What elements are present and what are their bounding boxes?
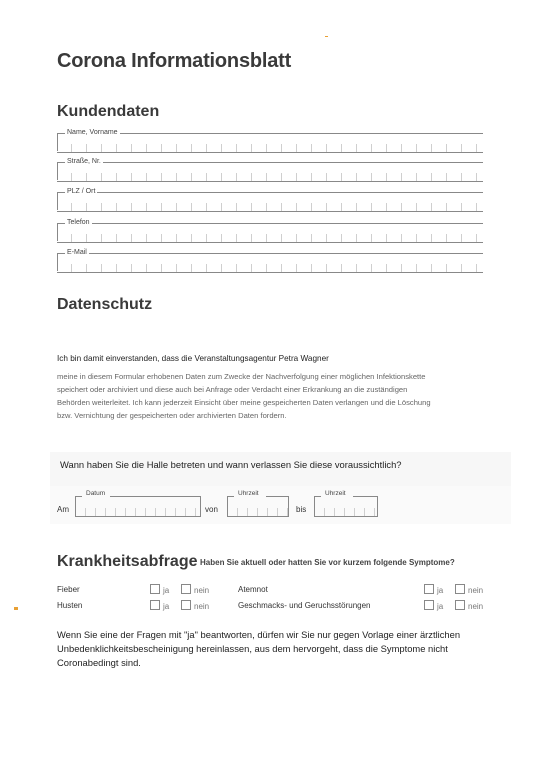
privacy-line: bzw. Vernichtung der gespeicherten oder archivierten Daten fordern. — [57, 411, 287, 420]
cough-no-option[interactable]: nein — [181, 600, 209, 611]
footer-line: Coronabedingt sind. — [57, 657, 141, 668]
section-heading-customer: Kundendaten — [57, 103, 160, 120]
cough-yes-option[interactable]: ja — [150, 600, 169, 611]
exit-time-label: Uhrzeit — [325, 490, 346, 497]
footer-line: Unbedenklichkeitsbescheinigung hereinlassen, aus dem hervorgeht, dass die Symptome nicht — [57, 643, 448, 654]
email-field-label: E-Mail — [67, 249, 87, 256]
date-input[interactable] — [75, 490, 201, 517]
checkbox-icon — [181, 584, 191, 594]
symptom-fever: Fieber — [57, 585, 80, 594]
entry-time-label: Uhrzeit — [238, 490, 259, 497]
checkbox-icon — [424, 600, 434, 610]
footer-note — [57, 628, 507, 670]
date-prefix-label: Am — [57, 505, 69, 514]
privacy-line: speichert oder archiviert und diese auch bei Anfrage oder Verdacht einer Erkrankung an die zuständigen — [57, 385, 408, 394]
checkbox-icon — [455, 600, 465, 610]
city-field-label: PLZ / Ort — [67, 188, 96, 195]
visit-question: Wann haben Sie die Halle betreten und wann verlassen Sie diese voraussichtlich? — [60, 459, 402, 470]
fever-yes-option[interactable]: ja — [150, 584, 169, 595]
symptoms-question: Haben Sie aktuell oder hatten Sie vor kurzem folgende Symptome? — [200, 558, 455, 567]
street-field-label: Straße, Nr. — [67, 158, 101, 165]
breathlessness-no-option[interactable]: nein — [455, 584, 483, 595]
checkbox-icon — [455, 584, 465, 594]
symptom-cough: Husten — [57, 601, 83, 610]
accent-mark-top — [325, 36, 328, 37]
entry-time-input[interactable] — [227, 490, 289, 517]
name-field-label: Name, Vorname — [67, 129, 118, 136]
name-field[interactable] — [57, 129, 483, 158]
checkbox-icon — [424, 584, 434, 594]
exit-time-input[interactable] — [314, 490, 378, 517]
phone-field-label: Telefon — [67, 219, 90, 226]
section-heading-privacy: Datenschutz — [57, 296, 153, 313]
privacy-line: Behörden weiterleitet. Ich kann jederzeit Einsicht über meine gespeicherten Daten verlangen und die Löschung — [57, 398, 431, 407]
email-field[interactable] — [57, 249, 483, 278]
privacy-line: meine in diesem Formular erhobenen Daten zum Zwecke der Nachverfolgung einer möglichen Infektionskette — [57, 372, 426, 381]
taste-smell-no-option[interactable]: nein — [455, 600, 483, 611]
section-heading-symptoms: Krankheitsabfrage — [57, 553, 198, 570]
privacy-lead-text: Ich bin damit einverstanden, dass die Veranstaltungsagentur Petra Wagner — [57, 354, 329, 363]
page-title: Corona Informationsblatt — [57, 50, 292, 72]
breathlessness-yes-option[interactable]: ja — [424, 584, 443, 595]
checkbox-icon — [150, 600, 160, 610]
accent-mark-left — [14, 607, 18, 610]
street-field[interactable] — [57, 158, 483, 187]
date-input-label: Datum — [86, 490, 106, 497]
checkbox-icon — [181, 600, 191, 610]
symptom-breathlessness: Atemnot — [238, 585, 268, 594]
footer-line: Wenn Sie eine der Fragen mit "ja" beantworten, dürfen wir Sie nur gegen Vorlage einer ärztlichen — [57, 629, 461, 640]
until-label: bis — [296, 505, 307, 514]
city-field[interactable] — [57, 188, 483, 217]
visit-time-panel — [50, 452, 511, 524]
taste-smell-yes-option[interactable]: ja — [424, 600, 443, 611]
checkbox-icon — [150, 584, 160, 594]
privacy-body-text — [57, 370, 497, 422]
symptom-taste-smell: Geschmacks- und Geruchsstörungen — [238, 601, 371, 610]
from-label: von — [205, 505, 218, 514]
phone-field[interactable] — [57, 219, 483, 248]
fever-no-option[interactable]: nein — [181, 584, 209, 595]
